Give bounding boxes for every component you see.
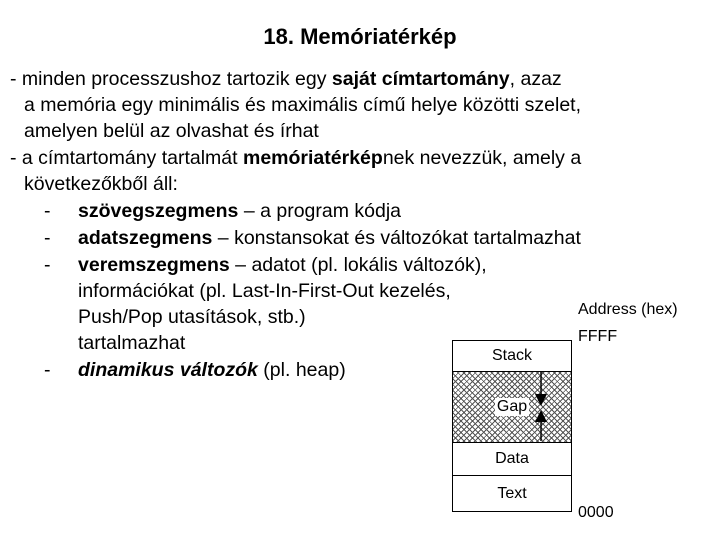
- text-run: – adatot (pl. lokális változók),: [229, 254, 487, 276]
- segment-label: Gap: [496, 398, 528, 415]
- page-title: 18. Memóriatérkép: [263, 24, 457, 49]
- text-run: , azaz: [509, 68, 562, 90]
- text-line-3: amelyen belül az olvashat és írhat: [24, 120, 319, 142]
- emphasis-text: veremszegmens: [78, 254, 230, 276]
- text-line-10: Push/Pop utasítások, stb.): [78, 306, 306, 328]
- bullet-line-4: [10, 147, 581, 170]
- sub-bullet-data-segment: [78, 227, 581, 250]
- text-line-5: következőkből áll:: [24, 173, 178, 195]
- bullet-line-1: [10, 68, 562, 91]
- address-bottom-label: 0000: [578, 504, 614, 521]
- sub-bullet-dash: -: [44, 227, 51, 249]
- text-run: – a program kódja: [238, 200, 401, 222]
- sub-bullet-stack-segment: [78, 254, 487, 277]
- text-run: nek nevezzük, amely a: [382, 147, 582, 169]
- sub-bullet-dash: -: [44, 359, 51, 381]
- text-line-9: információkat (pl. Last-In-First-Out kezelés,: [78, 280, 451, 302]
- sub-bullet-dash: -: [44, 200, 51, 222]
- emphasis-text: memóriatérkép: [242, 147, 383, 169]
- emphasis-text: saját címtartomány: [331, 68, 510, 90]
- text-run: - minden processzushoz tartozik egy: [10, 68, 332, 90]
- text-line-2: a memória egy minimális és maximális című helye közötti szelet,: [24, 94, 582, 116]
- emphasis-text: dinamikus változók: [78, 359, 258, 381]
- segment-label: Stack: [491, 347, 532, 364]
- sub-bullet-dash: -: [44, 254, 51, 276]
- text-run: – konstansokat és változókat tartalmazhat: [212, 227, 581, 249]
- address-header: Address (hex): [578, 301, 678, 318]
- text-run: (pl. heap): [257, 359, 346, 381]
- text-line-11: tartalmazhat: [78, 332, 186, 354]
- segment-label: Data: [495, 450, 529, 467]
- address-top-label: FFFF: [578, 328, 618, 345]
- sub-bullet-text-segment: [78, 200, 401, 223]
- segment-label: Text: [497, 484, 527, 502]
- sub-bullet-dynamic-vars: [78, 359, 346, 382]
- growth-arrows: [452, 340, 574, 514]
- emphasis-text: szövegszegmens: [78, 200, 239, 222]
- text-run: - a címtartomány tartalmát: [10, 147, 243, 169]
- emphasis-text: adatszegmens: [78, 227, 213, 249]
